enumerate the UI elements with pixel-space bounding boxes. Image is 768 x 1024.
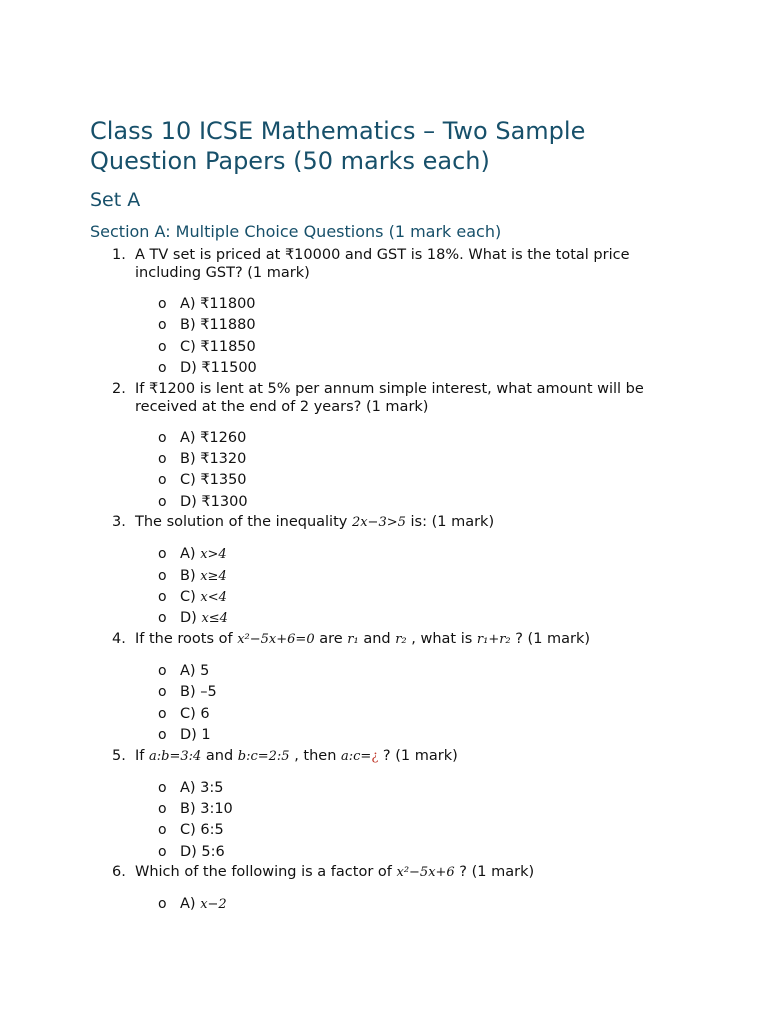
option-text: B) –5: [180, 684, 217, 701]
option-d: [135, 608, 690, 629]
option-list: [135, 894, 690, 915]
option-a: [135, 894, 690, 915]
option-b: [135, 449, 690, 470]
bullet-icon: o: [158, 472, 167, 489]
bullet-icon: o: [158, 296, 167, 312]
option-label: D): [180, 610, 197, 627]
bullet-icon: o: [158, 610, 167, 627]
option-b: [135, 682, 690, 703]
question-6: [90, 863, 690, 915]
question-text: [135, 630, 690, 649]
option-label: A): [180, 546, 196, 563]
option-c: [135, 704, 690, 725]
option-text: A) ₹1260: [180, 429, 247, 446]
bullet-icon: o: [158, 338, 167, 355]
question-text: If ₹1200 is lent at 5% per annum simple interest, what amount will be received at the end of 2 years? (1 mark): [135, 380, 644, 415]
math-expression: r₂: [395, 631, 407, 647]
section-heading: Section A: Multiple Choice Questions (1 mark each): [90, 222, 502, 241]
option-text: C) ₹1350: [180, 472, 247, 489]
option-a: [135, 661, 690, 682]
option-text: B) ₹1320: [180, 451, 247, 468]
bullet-icon: o: [158, 843, 167, 860]
option-d: [135, 725, 690, 746]
math-expression: x−2: [200, 897, 227, 913]
bullet-icon: o: [158, 317, 167, 334]
question-text-part: and: [363, 630, 391, 647]
document-page: [90, 116, 690, 916]
math-expression: x<4: [200, 590, 227, 606]
option-d: [135, 492, 690, 513]
bullet-icon: o: [158, 705, 167, 722]
question-3: [90, 513, 690, 630]
option-a: [135, 428, 690, 449]
option-text: C) 6:5: [180, 822, 224, 839]
question-number: 2.: [112, 380, 126, 397]
question-4: [90, 630, 690, 747]
question-5: [90, 747, 690, 864]
option-list: [135, 778, 690, 864]
option-c: [135, 470, 690, 491]
option-b: [135, 566, 690, 587]
bullet-icon: o: [158, 684, 167, 701]
question-text-part: If the roots of: [135, 630, 233, 647]
math-expression: r₁: [347, 631, 359, 647]
math-expression: x≥4: [200, 568, 227, 584]
set-heading: Set A: [90, 189, 141, 211]
question-text-part: If: [135, 747, 145, 764]
math-expression: a:b=3:4: [149, 748, 202, 764]
option-label: C): [180, 589, 196, 606]
question-text-part: is: (1 mark): [410, 514, 495, 531]
option-text: C) ₹11850: [180, 338, 256, 355]
math-expression: b:c=2:5: [237, 748, 290, 764]
bullet-icon: o: [158, 493, 167, 510]
question-number: 6.: [112, 864, 126, 881]
question-2: [90, 380, 690, 514]
math-expression: a:c=: [341, 748, 372, 764]
option-list: [135, 428, 690, 514]
question-number: 5.: [112, 747, 126, 764]
option-list: [135, 544, 690, 630]
question-number: 1.: [112, 247, 126, 263]
question-text-part: , then: [294, 747, 337, 764]
question-text-part: ? (1 mark): [382, 747, 458, 764]
question-text-part: ? (1 mark): [459, 864, 535, 881]
option-list: [135, 294, 690, 380]
math-expression: x²−5x+6=0: [237, 631, 315, 647]
bullet-icon: o: [158, 896, 167, 913]
option-text: D) ₹11500: [180, 360, 257, 377]
math-expression: 2x−3>5: [351, 515, 406, 531]
document-title: Class 10 ICSE Mathematics – Two Sample Question Papers (50 marks each): [90, 117, 586, 175]
bullet-icon: o: [158, 589, 167, 606]
option-b: [135, 315, 690, 336]
math-expression: x>4: [200, 547, 227, 563]
question-1: [90, 246, 690, 380]
math-expression: r₁+r₂: [476, 631, 511, 647]
option-text: D) 1: [180, 727, 211, 744]
option-a: [135, 294, 690, 315]
option-text: C) 6: [180, 705, 210, 722]
question-text-part: , what is: [411, 630, 473, 647]
bullet-icon: o: [158, 822, 167, 839]
bullet-icon: o: [158, 662, 167, 679]
option-a: [135, 778, 690, 799]
question-number: 4.: [112, 630, 126, 647]
question-text-part: and: [205, 747, 234, 764]
question-text-part: Which of the following is a factor of: [135, 864, 392, 881]
option-a: [135, 544, 690, 565]
bullet-icon: o: [158, 567, 167, 584]
question-text: [135, 747, 690, 766]
option-b: [135, 799, 690, 820]
option-c: [135, 587, 690, 608]
option-c: [135, 337, 690, 358]
question-number: 3.: [112, 514, 126, 531]
bullet-icon: o: [158, 429, 167, 446]
question-text: [135, 863, 690, 882]
option-text: A) ₹11800: [180, 296, 256, 312]
option-label: A): [180, 896, 196, 913]
bullet-icon: o: [158, 727, 167, 744]
option-text: A) 3:5: [180, 779, 224, 796]
option-text: B) 3:10: [180, 800, 233, 817]
question-text-part: The solution of the inequality: [135, 514, 348, 531]
bullet-icon: o: [158, 360, 167, 377]
option-c: [135, 820, 690, 841]
question-text-part: are: [319, 630, 343, 647]
option-list: [135, 661, 690, 747]
bullet-icon: o: [158, 779, 167, 796]
bullet-icon: o: [158, 800, 167, 817]
math-expression: x²−5x+6: [396, 865, 455, 881]
unknown-mark: ¿: [371, 748, 379, 764]
option-d: [135, 842, 690, 863]
question-text-part: ? (1 mark): [515, 630, 591, 647]
question-text: [135, 513, 690, 532]
bullet-icon: o: [158, 546, 167, 563]
math-expression: x≤4: [201, 611, 228, 627]
option-d: [135, 358, 690, 379]
option-text: A) 5: [180, 662, 210, 679]
option-text: D) ₹1300: [180, 493, 248, 510]
option-text: D) 5:6: [180, 843, 225, 860]
question-text: A TV set is priced at ₹10000 and GST is 18%. What is the total price including GST? (1 mark): [135, 247, 630, 281]
option-label: B): [180, 567, 196, 584]
bullet-icon: o: [158, 451, 167, 468]
question-list: [90, 246, 690, 916]
option-text: B) ₹11880: [180, 317, 256, 334]
